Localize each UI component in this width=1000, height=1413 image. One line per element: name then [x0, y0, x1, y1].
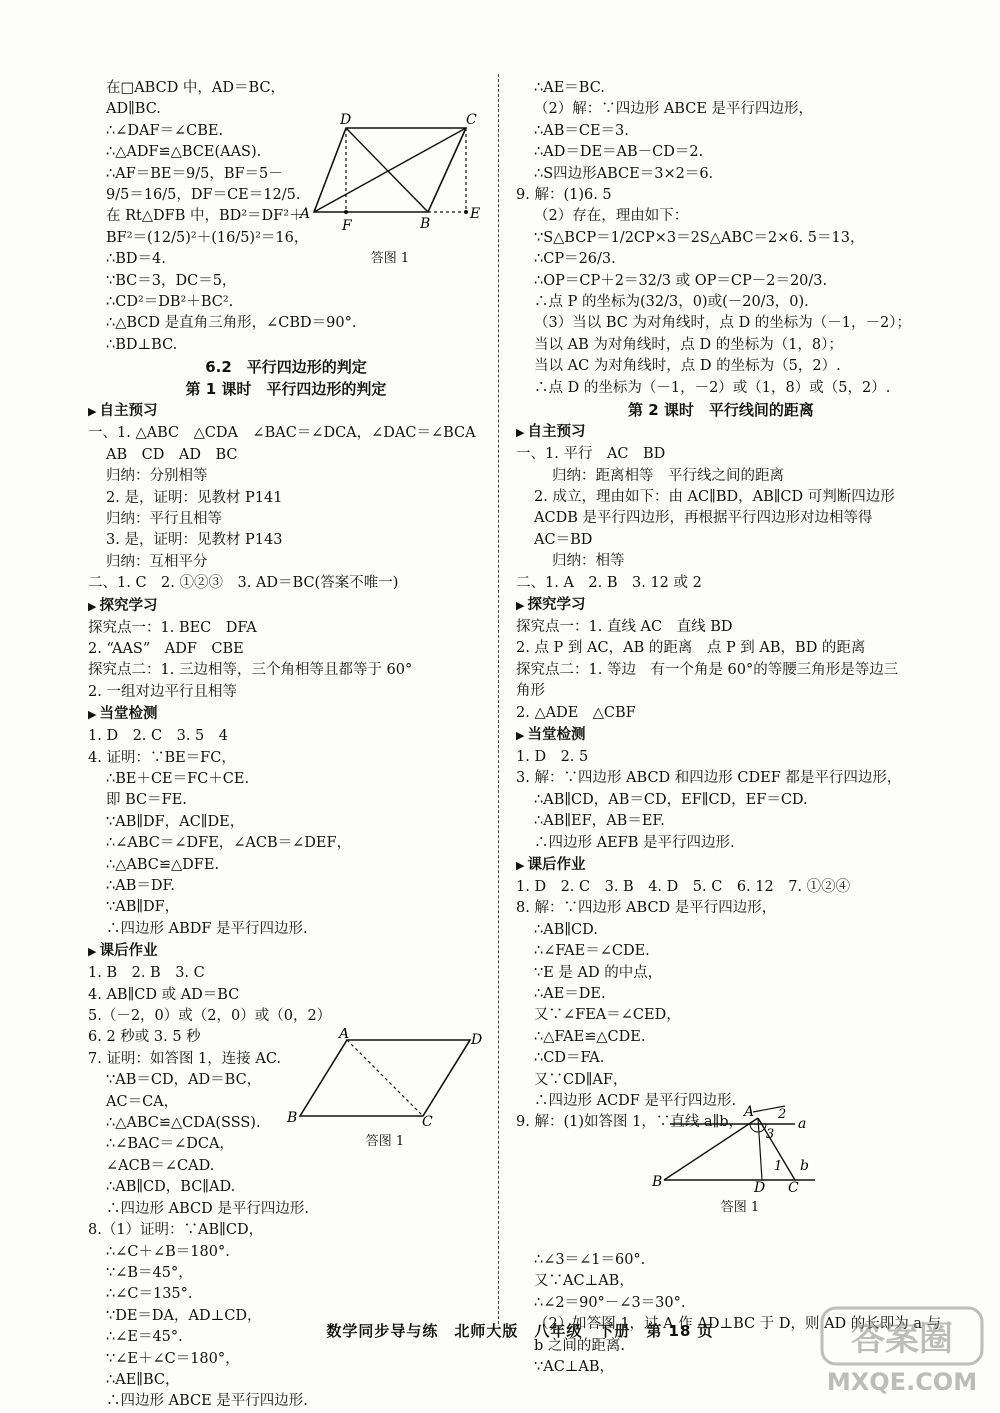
fig2-label-c: C	[422, 1114, 433, 1126]
answer-line: 角形	[516, 683, 545, 700]
answer-line: ∴CD＝FA.	[534, 1050, 605, 1067]
answer-line: 探究点一：1. BEC DFA	[88, 619, 257, 636]
answer-line: ∴点 D 的坐标为（－1，－2）或（1，8）或（5，2）.	[534, 379, 891, 396]
answer-line: 二、1. C 2. ①②③ 3. AD＝BC(答案不唯一)	[88, 575, 399, 592]
answer-line: 当以 AB 为对角线时，点 D 的坐标为（1，8）；	[534, 336, 843, 353]
fig3-label-1: 1	[774, 1159, 783, 1174]
answer-line: BF²＝(12/5)²＋(16/5)²＝16，	[106, 229, 309, 246]
answer-line: ∴∠ABC＝∠DFE，∠ACB＝∠DEF，	[106, 835, 352, 852]
section-heading: ▶ 课后作业	[516, 854, 926, 877]
fig2-label-d: D	[471, 1032, 483, 1048]
answer-line: AD∥BC.	[106, 101, 161, 118]
answer-line: ∴∠DAF＝∠CBE.	[106, 122, 224, 139]
answer-line: ∴四边形 ABDF 是平行四边形.	[106, 920, 308, 937]
answer-line: 9/5＝16/5，DF＝CE＝12/5.	[106, 187, 301, 204]
fig3-label-c: C	[788, 1180, 799, 1192]
section-heading: ▶ 自主预习	[516, 421, 926, 444]
figure-1-caption: 答图 1	[370, 251, 410, 266]
answer-line: ∵AB＝CD，AD＝BC，	[106, 1072, 262, 1089]
answer-line: 3. 是，证明：见教材 P143	[106, 532, 283, 549]
answer-line: ∴△ABC≌△DFE.	[106, 856, 220, 873]
fig3-label-a: A	[744, 1104, 755, 1120]
answer-line: ∴∠C＋∠B＝180°.	[106, 1243, 230, 1260]
answer-line: ∴CD²＝DB²＋BC².	[106, 294, 234, 311]
answer-line: 二、1. A 2. B 3. 12 或 2	[516, 574, 702, 591]
answer-line: 探究点一：1. 直线 AC 直线 BD	[516, 618, 733, 635]
answer-line: ∵E 是 AD 的中点，	[534, 964, 663, 981]
answer-line: ∴△ADF≌△BCE(AAS).	[106, 144, 262, 161]
section-heading: ▶ 课后作业	[88, 940, 484, 963]
answer-line: 归纳：距离相等 平行线之间的距离	[552, 467, 784, 484]
answer-line: ∵AB∥DF，	[106, 899, 180, 916]
answer-line: ∵DE＝DA，AD⊥CD，	[106, 1307, 262, 1324]
answer-line: 4. 证明：∵BE＝FC，	[88, 749, 236, 766]
lesson-title: 6.2 平行四边形的判定	[205, 358, 367, 377]
figure-2-svg	[285, 1028, 485, 1126]
answer-line: 3. 解：∵四边形 ABCD 和四边形 CDEF 都是平行四边形，	[516, 770, 902, 787]
lesson-title: 第 2 课时 平行线间的距离	[628, 401, 814, 420]
answer-line: AB CD AD BC	[106, 446, 238, 463]
figure-3-caption: 答图 1	[720, 1200, 760, 1215]
fig3-label-d: D	[754, 1180, 766, 1192]
answer-line: 2. 是，证明：见教材 P141	[106, 489, 283, 506]
answer-line: 1. D 2. C 3. 5 4	[88, 728, 229, 745]
answer-line: ∴△FAE≌△CDE.	[534, 1028, 646, 1045]
answer-line: ∵AB∥DF，AC∥DE，	[106, 813, 245, 830]
fig3-label-line-a: a	[798, 1116, 807, 1132]
right-column-text-top	[516, 78, 926, 1134]
svg-text:答案圈: 答案圈	[851, 1319, 953, 1359]
answer-line: ∴△BCD 是直角三角形，∠CBD＝90°.	[106, 315, 357, 332]
answer-line: ∴BD⊥BC.	[106, 336, 178, 353]
answer-line: ∴∠E＝45°.	[106, 1329, 183, 1346]
section-heading: ▶ 自主预习	[88, 400, 484, 423]
answer-line: 2. 点 P 到 AC，AB 的距离 点 P 到 AB，BD 的距离	[516, 640, 866, 657]
answer-line: 归纳：分别相等	[106, 468, 208, 485]
answer-line: 一、1. 平行 AC BD	[516, 446, 666, 463]
answer-line: ∠ACB＝∠CAD.	[106, 1157, 215, 1174]
figure-parallel-lines-ab	[650, 1100, 830, 1215]
answer-line: AC＝BD	[534, 531, 593, 548]
answer-line: ∴AD＝DE＝AB－CD＝2.	[534, 144, 704, 161]
left-column	[88, 78, 484, 1413]
fig3-label-3: 3	[766, 1127, 775, 1142]
answer-line: 1. D 2. 5	[516, 748, 589, 765]
answer-line: ∴∠2＝90°－∠3＝30°.	[534, 1294, 686, 1311]
answer-line: ∴AB∥CD，AB＝CD，EF∥CD，EF＝CD.	[534, 791, 808, 808]
answer-line: 8.（1）证明：∵AB∥CD，	[88, 1222, 264, 1239]
answer-line: ∴AB∥EF，AB＝EF.	[534, 813, 665, 830]
answer-line: ∴AE＝BC.	[534, 80, 605, 96]
figure-parallelogram-abcd-e	[290, 112, 490, 277]
fig1-label-a: A	[300, 206, 311, 222]
answer-line: ∴∠C＝135°.	[106, 1286, 193, 1303]
answer-line: 8. 解：∵四边形 ABCD 是平行四边形，	[516, 900, 777, 917]
answer-line: 9. 解：(1)6. 5	[516, 187, 612, 204]
answer-line: 归纳：相等	[552, 553, 625, 570]
answer-line: （2）解：∵四边形 ABCE 是平行四边形，	[534, 101, 814, 118]
section-heading: ▶ 探究学习	[516, 594, 926, 617]
answer-line: 2. △ADE △CBF	[516, 704, 636, 721]
answer-line: 4. AB∥CD 或 AD＝BC	[88, 986, 240, 1003]
answer-line: （2）如答图 1，过 A 作 AD⊥BC 于 D，则 AD 的长即为 a 与	[534, 1316, 942, 1333]
svg-text:MXQE.COM: MXQE.COM	[826, 1368, 978, 1396]
section-heading: ▶ 当堂检测	[88, 703, 484, 726]
answer-line: 7. 证明：如答图 1，连接 AC.	[88, 1050, 282, 1067]
answer-line: ∴AE∥BC，	[106, 1371, 180, 1388]
answer-line: AC＝CA，	[106, 1093, 179, 1110]
answer-line: ∴S四边形ABCE＝3×2＝6.	[534, 165, 714, 182]
fig1-label-f: F	[342, 218, 352, 234]
answer-line: 5.（－2，0）或（2，0）或（0，2）	[88, 1008, 332, 1025]
section-heading: ▶ 探究学习	[88, 595, 484, 618]
answer-line: ∴AB∥CD.	[534, 921, 598, 938]
answer-line: ∴∠BAC＝∠DCA，	[106, 1136, 234, 1153]
answer-line: ∴AB＝CE＝3.	[534, 122, 629, 139]
watermark-logo	[818, 1306, 986, 1398]
answer-line: 2. “AAS” ADF CBE	[88, 640, 244, 657]
fig1-label-b: B	[420, 216, 431, 232]
fig1-label-c: C	[466, 112, 477, 128]
fig3-label-b: B	[652, 1174, 663, 1190]
column-divider	[498, 74, 499, 1324]
answer-line: ∴AE＝DE.	[534, 986, 606, 1003]
answer-line: ∴∠FAE＝∠CDE.	[534, 943, 650, 960]
figure-3-svg	[650, 1100, 830, 1192]
answer-line: （3）当以 BC 为对角线时，点 D 的坐标为（－1，－2）；	[534, 315, 912, 332]
answer-line: 探究点二：1. 三边相等，三个角相等且都等于 60°	[88, 662, 413, 679]
answer-line: ∴BE＋CE＝FC＋CE.	[106, 770, 250, 787]
answer-line: ∵S△BCP＝1/2CP×3＝2S△ABC＝2×6. 5＝13，	[534, 229, 865, 246]
answer-line: 6. 2 秒或 3. 5 秒	[88, 1029, 201, 1046]
answer-line: 归纳：互相平分	[106, 553, 208, 570]
answer-line: 归纳：平行且相等	[106, 510, 222, 527]
answer-line: ∴AB＝DF.	[106, 878, 175, 894]
answer-line: ∵∠E＋∠C＝180°，	[106, 1350, 240, 1367]
answer-line: ∴四边形 ACDF 是平行四边形.	[534, 1093, 737, 1110]
answer-line: 1. B 2. B 3. C	[88, 965, 205, 982]
section-heading: ▶ 当堂检测	[516, 724, 926, 747]
answer-line: ∴AF＝BE＝9/5，BF＝5－	[106, 165, 283, 182]
answer-line: 当以 AC 为对角线时，点 D 的坐标为（5，2）.	[534, 358, 841, 375]
answer-line: 2. 一组对边平行且相等	[88, 683, 237, 700]
fig2-label-a: A	[339, 1028, 350, 1042]
answer-line: ∴OP＝CP＋2＝32/3 或 OP＝CP－2＝20/3.	[534, 272, 828, 289]
fig3-label-2: 2	[778, 1107, 787, 1122]
answer-line: 即 BC＝FE.	[106, 792, 187, 809]
answer-line: 在□ABCD 中，AD＝BC，	[106, 80, 286, 96]
answer-line: 9. 解：(1)如答图 1，∵直线 a∥b，	[516, 1114, 744, 1131]
answer-line: ∵∠B＝45°，	[106, 1264, 193, 1281]
fig1-label-e: E	[470, 206, 481, 222]
answer-line: 探究点二：1. 等边 有一个角是 60°的等腰三角形是等边三	[516, 661, 899, 678]
answer-line: b 之间的距离.	[534, 1337, 625, 1354]
answer-line: 1. D 2. C 3. B 4. D 5. C 6. 12 7. ①②④	[516, 879, 851, 895]
fig2-label-b: B	[287, 1110, 298, 1126]
figure-parallelogram-abcd-ac	[285, 1028, 485, 1148]
figure-2-caption: 答图 1	[365, 1134, 405, 1149]
answer-line: 又∵∠FEA＝∠CED，	[534, 1007, 681, 1024]
answer-line: 又∵CD∥AF，	[534, 1071, 628, 1088]
answer-line: ∴CP＝26/3.	[534, 251, 616, 268]
answer-line: ∴四边形 ABCD 是平行四边形.	[106, 1200, 309, 1217]
answer-line: ∴四边形 ABCE 是平行四边形.	[106, 1393, 308, 1410]
page-footer: 数学同步导与练 北师大版 八年级 下册 第 18 页	[326, 1322, 714, 1340]
answer-line: ∵AC⊥AB，	[534, 1358, 615, 1375]
fig1-label-d: D	[340, 112, 352, 128]
answer-line: ∴AB∥CD，BC∥AD.	[106, 1179, 236, 1196]
answer-line: ∴∠3＝∠1＝60°.	[534, 1251, 646, 1268]
answer-line: 又∵AC⊥AB，	[534, 1273, 634, 1290]
answer-line: ∴四边形 AEFB 是平行四边形.	[534, 834, 735, 851]
answer-line: ACDB 是平行四边形，再根据平行四边形对边相等得	[534, 510, 873, 527]
answer-line: ∴BD＝4.	[106, 251, 166, 268]
figure-1-svg	[290, 112, 490, 257]
answer-line: 2. 成立，理由如下：由 AC∥BD，AB∥CD 可判断四边形	[534, 488, 895, 505]
fig3-label-line-b: b	[800, 1158, 809, 1174]
lesson-title: 第 1 课时 平行四边形的判定	[185, 380, 387, 399]
answer-line: 一、1. △ABC △CDA ∠BAC＝∠DCA，∠DAC＝∠BCA	[88, 425, 476, 442]
answer-line: ∵BC＝3，DC＝5，	[106, 272, 237, 289]
answer-line: （2）存在，理由如下：	[534, 208, 689, 225]
answer-line: ∴△ABC≌△CDA(SSS).	[106, 1115, 261, 1132]
answer-line: ∴点 P 的坐标为(32/3，0)或(－20/3，0).	[534, 294, 809, 311]
answer-line: 在 Rt△DFB 中，BD²＝DF²＋	[106, 208, 304, 225]
